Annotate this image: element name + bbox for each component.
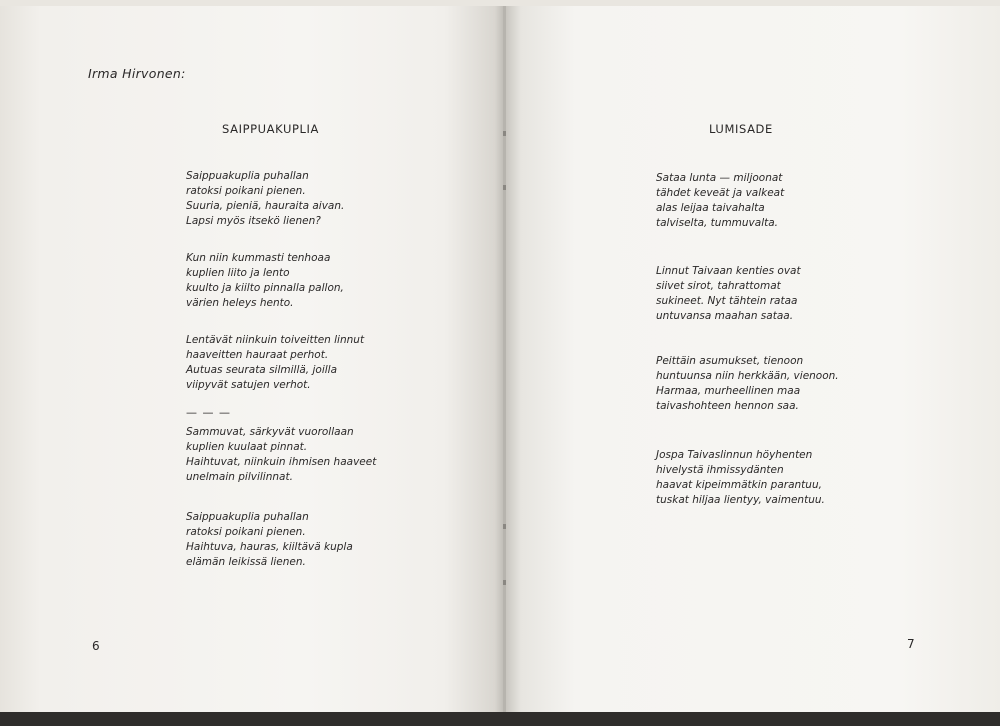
verse-line: talviselta, tummuvalta. xyxy=(656,217,779,229)
verse-line: viipyvät satujen verhot. xyxy=(186,379,311,391)
verse-line: Kun niin kummasti tenhoaa xyxy=(186,252,331,264)
verse-line: Saippuakuplia puhallan xyxy=(186,511,309,523)
verse-line: Saippuakuplia puhallan xyxy=(186,170,309,182)
verse-line: Autuas seurata silmillä, joilla xyxy=(186,364,337,376)
verse-line: Peittäin asumukset, tienoon xyxy=(656,355,804,367)
verse-line: ratoksi poikani pienen. xyxy=(186,526,306,538)
author-name: Irma Hirvonen: xyxy=(88,66,186,81)
verse-line: haaveitten hauraat perhot. xyxy=(186,349,329,361)
page-number-right: 7 xyxy=(907,637,915,651)
verse-line: värien heleys hento. xyxy=(186,297,294,309)
verse-line: kuulto ja kiilto pinnalla pallon, xyxy=(186,282,344,294)
verse-line: hivelystä ihmissydänten xyxy=(656,464,784,476)
verse-line: Lapsi myös itsekö lienen? xyxy=(186,215,321,227)
stanza-4 xyxy=(186,425,376,485)
verse-line: Sammuvat, särkyvät vuorollaan xyxy=(186,426,354,438)
verse-line: huntuunsa niin herkkään, vienoon. xyxy=(656,370,839,382)
verse-line: kuplien kuulaat pinnat. xyxy=(186,441,308,453)
verse-line: siivet sirot, tahrattomat xyxy=(656,280,781,292)
stanza-4 xyxy=(656,448,825,508)
stanza-2 xyxy=(186,251,344,311)
verse-line: tähdet keveät ja valkeat xyxy=(656,187,785,199)
stanza-5 xyxy=(186,510,353,570)
verse-line: haavat kipeimmätkin parantuu, xyxy=(656,479,822,491)
poem-title-lumisade: LUMISADE xyxy=(709,122,773,136)
stanza-1 xyxy=(186,169,344,229)
stanza-2 xyxy=(656,264,801,324)
verse-line: Sataa lunta — miljoonat xyxy=(656,172,783,184)
stanza-separator: — — — xyxy=(186,406,231,419)
verse-line: Haihtuva, hauras, kiiltävä kupla xyxy=(186,541,353,553)
verse-line: Lentävät niinkuin toiveitten linnut xyxy=(186,334,365,346)
verse-line: sukineet. Nyt tähtein rataa xyxy=(656,295,798,307)
scan-bottom-edge xyxy=(0,712,1000,726)
verse-line: kuplien liito ja lento xyxy=(186,267,290,279)
verse-line: tuskat hiljaa lientyy, vaimentuu. xyxy=(656,494,825,506)
stanza-1 xyxy=(656,171,784,231)
page-number-left: 6 xyxy=(92,639,100,653)
right-page xyxy=(506,6,1000,712)
verse-line: Jospa Taivaslinnun höyhenten xyxy=(656,449,813,461)
verse-line: Linnut Taivaan kenties ovat xyxy=(656,265,801,277)
verse-line: taivashohteen hennon saa. xyxy=(656,400,799,412)
left-page xyxy=(0,6,505,712)
verse-line: untuvansa maahan sataa. xyxy=(656,310,794,322)
stanza-3 xyxy=(186,333,364,393)
verse-line: Haihtuvat, niinkuin ihmisen haaveet xyxy=(186,456,377,468)
poem-title-saippuakuplia: SAIPPUAKUPLIA xyxy=(222,122,319,136)
verse-line: elämän leikissä lienen. xyxy=(186,556,306,568)
verse-line: ratoksi poikani pienen. xyxy=(186,185,306,197)
verse-line: alas leijaa taivahalta xyxy=(656,202,765,214)
verse-line: unelmain pilvilinnat. xyxy=(186,471,293,483)
stanza-3 xyxy=(656,354,839,414)
verse-line: Harmaa, murheellinen maa xyxy=(656,385,801,397)
verse-line: Suuria, pieniä, hauraita aivan. xyxy=(186,200,345,212)
